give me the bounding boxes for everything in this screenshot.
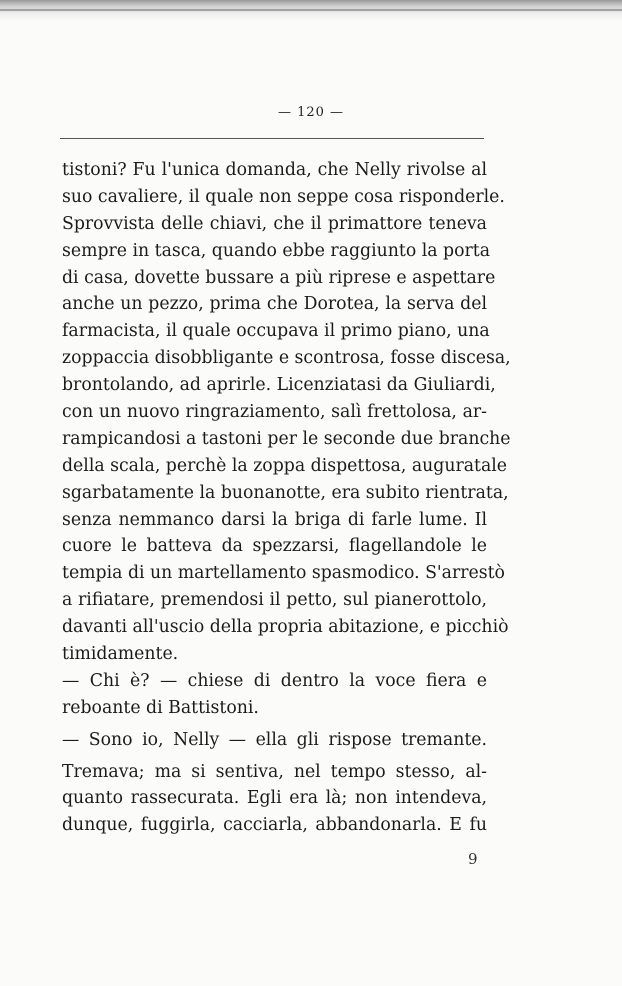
text-line: tempia di un martellamento spasmodico. S'arrestò <box>62 563 505 584</box>
text-line: rampicandosi a tastoni per le seconde due branche <box>62 428 511 449</box>
text-line: quanto rassecurata. Egli era là; non intendeva, <box>62 788 487 809</box>
text-line: senza nemmanco darsi la briga di farle lume. Il <box>62 509 487 530</box>
text-line: sempre in tasca, quando ebbe raggiunto la porta <box>62 240 491 261</box>
text-line: Sprovvista delle chiavi, che il primattore teneva <box>62 213 487 234</box>
text-line: farmacista, il quale occupava il primo piano, una <box>62 321 490 342</box>
text-line: della scala, perchè la zoppa dispettosa, auguratale <box>62 455 508 476</box>
text-line: anche un pezzo, prima che Dorotea, la serva del <box>62 294 487 315</box>
text-line: — Sono io, Nelly — ella gli rispose tremante. <box>62 729 487 750</box>
text-line: cuore le batteva da spezzarsi, flagellandole le <box>62 536 487 557</box>
running-head: — 120 — <box>277 105 345 120</box>
text-line: brontolando, ad aprirle. Licenziatasi da Giuliardi, <box>62 375 496 396</box>
text-line: tistoni? Fu l'unica domanda, che Nelly rivolse al <box>62 160 487 180</box>
text-line: reboante di Battistoni. <box>62 697 259 718</box>
text-line: timidamente. <box>62 644 179 665</box>
signature-mark: 9 <box>468 850 478 868</box>
page-top-edge-line <box>0 9 622 11</box>
text-line: con un nuovo ringraziamento, salì frettolosa, ar- <box>62 402 487 423</box>
text-line: zoppaccia disobbligante e scontrosa, fosse discesa, <box>62 348 511 369</box>
text-line: a rifiatare, premendosi il petto, sul pianerottolo, <box>62 590 487 611</box>
text-line: dunque, fuggirla, cacciarla, abbandonarla. E fu <box>62 815 487 836</box>
text-line: suo cavaliere, il quale non seppe cosa risponderle. <box>62 186 505 207</box>
text-line: sgarbatamente la buonanotte, era subito rientrata, <box>62 482 509 503</box>
header-rule <box>60 138 484 139</box>
text-line: di casa, dovette bussare a più riprese e aspettare <box>62 267 496 288</box>
text-line: — Chi è? — chiese di dentro la voce fiera e <box>62 670 487 691</box>
page-top-edge <box>0 0 622 22</box>
text-line: Tremava; ma si sentiva, nel tempo stesso, al- <box>62 761 487 782</box>
text-line: davanti all'uscio della propria abitazione, e picchiò <box>62 617 509 638</box>
body-text <box>62 157 511 839</box>
